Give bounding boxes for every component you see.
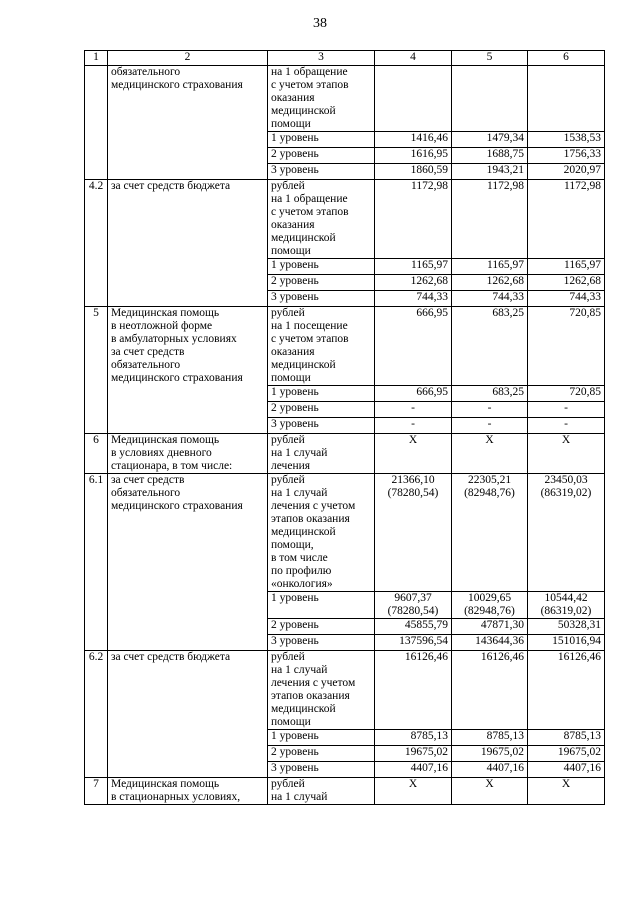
level-value: 47871,30: [452, 619, 528, 635]
level-value: -: [375, 418, 452, 434]
level-value: 1756,33: [528, 148, 605, 164]
level-label: 1 уровень: [268, 259, 375, 275]
row-value: 23450,03 (86319,02): [528, 474, 605, 592]
level-value: 666,95: [375, 386, 452, 402]
level-value: 45855,79: [375, 619, 452, 635]
level-value: -: [452, 402, 528, 418]
level-label: 2 уровень: [268, 746, 375, 762]
tariff-table: [84, 50, 605, 805]
level-label: 2 уровень: [268, 402, 375, 418]
level-value: 4407,16: [375, 762, 452, 778]
level-value: 744,33: [452, 291, 528, 307]
row-unit: рублей на 1 случай: [268, 778, 375, 805]
level-value: 1165,97: [452, 259, 528, 275]
level-value: 1616,95: [375, 148, 452, 164]
level-value: 744,33: [375, 291, 452, 307]
table-row: [85, 474, 605, 592]
row-name: за счет средств бюджета: [108, 651, 268, 778]
level-value: 151016,94: [528, 635, 605, 651]
level-value: 19675,02: [528, 746, 605, 762]
row-value: X: [528, 434, 605, 474]
table-row: [85, 434, 605, 474]
row-number: 4.2: [85, 180, 108, 307]
row-unit: рублей на 1 случай лечения: [268, 434, 375, 474]
level-value: 50328,31: [528, 619, 605, 635]
table-row: [85, 307, 605, 386]
level-value: 4407,16: [452, 762, 528, 778]
row-value: 683,25: [452, 307, 528, 386]
row-name: Медицинская помощь в условиях дневного стационара, в том числе:: [108, 434, 268, 474]
row-name: обязательного медицинского страхования: [108, 66, 268, 180]
level-value: 1165,97: [375, 259, 452, 275]
level-value: 1262,68: [452, 275, 528, 291]
level-value: 1165,97: [528, 259, 605, 275]
level-value: 4407,16: [528, 762, 605, 778]
level-label: 3 уровень: [268, 291, 375, 307]
level-label: 3 уровень: [268, 762, 375, 778]
row-value: 21366,10 (78280,54): [375, 474, 452, 592]
level-value: 1538,53: [528, 132, 605, 148]
header-row: [85, 51, 605, 66]
row-value: 666,95: [375, 307, 452, 386]
row-value: X: [375, 778, 452, 805]
level-value: 143644,36: [452, 635, 528, 651]
level-value: 1860,59: [375, 164, 452, 180]
row-value: 16126,46: [528, 651, 605, 730]
level-label: 1 уровень: [268, 132, 375, 148]
row-name: Медицинская помощь в неотложной форме в амбулаторных условиях за счет средств обязательного медицинского страхования: [108, 307, 268, 434]
row-number: 6.2: [85, 651, 108, 778]
level-value: 8785,13: [452, 730, 528, 746]
level-value: 10544,42 (86319,02): [528, 592, 605, 619]
column-header: 5: [452, 51, 528, 66]
column-header: 4: [375, 51, 452, 66]
row-unit: рублей на 1 случай лечения с учетом этапов оказания медицинской помощи: [268, 651, 375, 730]
level-value: 137596,54: [375, 635, 452, 651]
column-header: 3: [268, 51, 375, 66]
row-number: 6: [85, 434, 108, 474]
row-name: за счет средств обязательного медицинского страхования: [108, 474, 268, 651]
row-value: [528, 66, 605, 132]
level-label: 3 уровень: [268, 635, 375, 651]
row-number: [85, 66, 108, 180]
level-value: -: [452, 418, 528, 434]
page-number: 38: [313, 16, 327, 31]
row-unit: рублей на 1 обращение с учетом этапов оказания медицинской помощи: [268, 180, 375, 259]
row-value: [375, 66, 452, 132]
row-unit: на 1 обращение с учетом этапов оказания медицинской помощи: [268, 66, 375, 132]
column-header: 6: [528, 51, 605, 66]
level-value: 19675,02: [452, 746, 528, 762]
level-value: 1479,34: [452, 132, 528, 148]
level-label: 2 уровень: [268, 275, 375, 291]
level-value: 744,33: [528, 291, 605, 307]
row-value: 22305,21 (82948,76): [452, 474, 528, 592]
level-label: 2 уровень: [268, 619, 375, 635]
level-value: 1262,68: [375, 275, 452, 291]
level-value: 10029,65 (82948,76): [452, 592, 528, 619]
row-number: 5: [85, 307, 108, 434]
row-value: X: [528, 778, 605, 805]
level-value: 1688,75: [452, 148, 528, 164]
level-label: 3 уровень: [268, 418, 375, 434]
level-value: 8785,13: [528, 730, 605, 746]
row-name: Медицинская помощь в стационарных условиях,: [108, 778, 268, 805]
level-value: 19675,02: [375, 746, 452, 762]
level-value: 2020,97: [528, 164, 605, 180]
level-value: 1416,46: [375, 132, 452, 148]
row-unit: рублей на 1 случай лечения с учетом этапов оказания медицинской помощи, в том числе по профилю «онкология»: [268, 474, 375, 592]
table-body: [85, 51, 605, 805]
level-value: 8785,13: [375, 730, 452, 746]
level-value: 683,25: [452, 386, 528, 402]
row-value: 1172,98: [375, 180, 452, 259]
row-unit: рублей на 1 посещение с учетом этапов оказания медицинской помощи: [268, 307, 375, 386]
row-value: X: [452, 434, 528, 474]
row-value: 1172,98: [528, 180, 605, 259]
table-row: [85, 180, 605, 259]
row-value: 1172,98: [452, 180, 528, 259]
level-value: 1262,68: [528, 275, 605, 291]
row-value: 16126,46: [452, 651, 528, 730]
row-value: X: [452, 778, 528, 805]
row-value: 720,85: [528, 307, 605, 386]
row-value: X: [375, 434, 452, 474]
row-number: 6.1: [85, 474, 108, 651]
level-value: -: [528, 418, 605, 434]
level-value: 9607,37 (78280,54): [375, 592, 452, 619]
level-value: 1943,21: [452, 164, 528, 180]
table-row: [85, 66, 605, 132]
row-value: [452, 66, 528, 132]
level-label: 1 уровень: [268, 592, 375, 619]
level-value: -: [375, 402, 452, 418]
row-number: 7: [85, 778, 108, 805]
table-row: [85, 651, 605, 730]
column-header: 1: [85, 51, 108, 66]
level-label: 1 уровень: [268, 386, 375, 402]
table-row: [85, 778, 605, 805]
level-value: 720,85: [528, 386, 605, 402]
level-label: 3 уровень: [268, 164, 375, 180]
level-value: -: [528, 402, 605, 418]
column-header: 2: [108, 51, 268, 66]
row-value: 16126,46: [375, 651, 452, 730]
level-label: 2 уровень: [268, 148, 375, 164]
level-label: 1 уровень: [268, 730, 375, 746]
row-name: за счет средств бюджета: [108, 180, 268, 307]
